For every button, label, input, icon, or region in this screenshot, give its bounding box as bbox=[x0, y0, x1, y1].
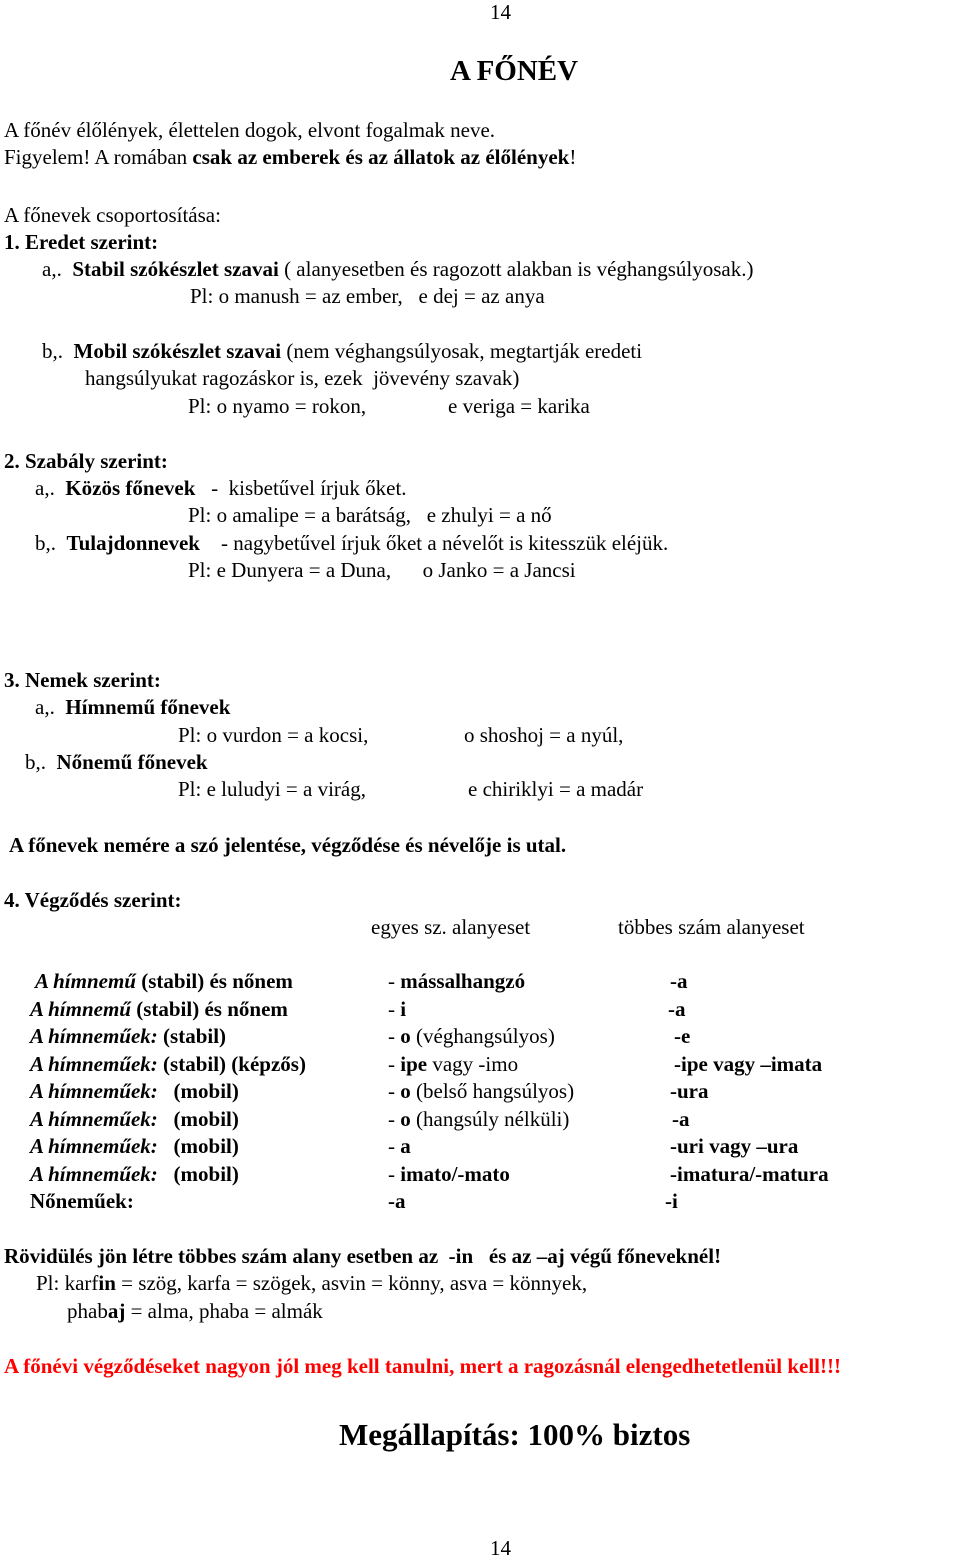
category-gender: A hímneműek: bbox=[30, 1134, 158, 1158]
s1-item-b bbox=[42, 341, 642, 362]
endings-row-category bbox=[30, 996, 288, 1021]
endings-row-plural: -a bbox=[672, 1106, 690, 1131]
s3-b-term: Nőnemű főnevek bbox=[56, 750, 208, 774]
intro-line-1: A főnév élőlények, élettelen dogok, elvont fogalmak neve. bbox=[4, 118, 496, 142]
category-gender: A hímneműek: bbox=[30, 1161, 158, 1186]
intro-line-2-start: Figyelem! A romában bbox=[4, 145, 193, 169]
endings-row-plural: -ipe vagy –imata bbox=[674, 1051, 823, 1076]
s1-b-marker: b,. bbox=[42, 339, 63, 363]
singular-prefix: - bbox=[388, 1161, 401, 1186]
singular-prefix: - bbox=[388, 1106, 401, 1131]
endings-row-singular bbox=[388, 1026, 555, 1047]
endings-row-category bbox=[30, 1136, 239, 1157]
singular-prefix: - bbox=[388, 969, 401, 993]
category-gender: A hímneműek: bbox=[30, 1079, 158, 1103]
s1-b-desc-2: hangsúlyukat ragozáskor is, ezek jövevény szavak) bbox=[85, 366, 520, 390]
page-title: A FŐNÉV bbox=[450, 55, 579, 87]
category-type: (stabil) (képzős) bbox=[157, 1051, 306, 1076]
singular-prefix: - bbox=[388, 1024, 401, 1048]
s2-item-b bbox=[35, 533, 668, 554]
singular-prefix: - bbox=[388, 1051, 401, 1076]
endings-row-category bbox=[30, 1191, 134, 1212]
endings-row-singular bbox=[388, 1161, 510, 1186]
section-1-title: 1. Eredet szerint: bbox=[4, 230, 159, 254]
endings-row-singular bbox=[388, 996, 407, 1021]
gender-note: A főnevek nemére a szó jelentése, végződése és névelője is utal. bbox=[9, 833, 567, 857]
warning-text: A főnévi végződéseket nagyon jól meg kell tanulni, mert a ragozásnál elengedhetetlenül kell!!! bbox=[4, 1354, 841, 1378]
category-type: (stabil) bbox=[157, 1024, 227, 1048]
endings-row-singular bbox=[388, 1136, 411, 1157]
s2-b-term: Tulajdonnevek bbox=[66, 531, 200, 555]
singular-ending: -a bbox=[388, 1189, 406, 1213]
intro-line-2-end: ! bbox=[569, 145, 577, 169]
endings-row-singular bbox=[388, 1191, 406, 1212]
endings-row-plural: -a bbox=[670, 969, 688, 993]
endings-row-category bbox=[35, 971, 293, 992]
singular-ending: imato/-mato bbox=[400, 1161, 510, 1186]
s2-a-marker: a,. bbox=[35, 476, 55, 500]
singular-ending: o bbox=[400, 1079, 411, 1103]
s2-b-marker: b,. bbox=[35, 531, 56, 555]
intro-line-2-bold: csak az emberek és az állatok az élőlények bbox=[192, 145, 570, 169]
groups-heading: A főnevek csoportosítása: bbox=[4, 203, 221, 227]
shortening-example-1 bbox=[36, 1273, 587, 1294]
singular-ending: o bbox=[400, 1106, 411, 1131]
s1-a-desc: ( alanyesetben és ragozott alakban is véghangsúlyosak.) bbox=[278, 257, 754, 281]
singular-ending: mássalhangzó bbox=[400, 969, 526, 993]
singular-note: (belső hangsúlyos) bbox=[410, 1079, 575, 1103]
singular-prefix: - bbox=[388, 996, 401, 1021]
page-number-bottom: 14 bbox=[490, 1536, 511, 1560]
section-3-title: 3. Nemek szerint: bbox=[4, 668, 161, 692]
singular-ending: a bbox=[400, 1134, 411, 1158]
endings-row-category bbox=[30, 1026, 226, 1047]
shortening-ex1-rest: = szög, karfa = szögek, asvin = könny, asva = könnyek, bbox=[115, 1271, 588, 1295]
s2-b-example: Pl: e Dunyera = a Duna, o Janko = a Jancsi bbox=[188, 558, 576, 582]
s1-b-example-1: Pl: o nyamo = rokon, bbox=[188, 394, 367, 418]
s3-item-b bbox=[25, 752, 208, 773]
category-type: (stabil) és nőnem bbox=[130, 996, 288, 1021]
column-header-plural: többes szám alanyeset bbox=[618, 915, 805, 939]
endings-row-singular bbox=[388, 1106, 570, 1131]
category-gender: A hímnemű bbox=[30, 996, 131, 1021]
endings-row-category bbox=[30, 1106, 239, 1131]
s1-b-desc-1: (nem véghangsúlyosak, megtartják eredeti bbox=[281, 339, 643, 363]
category-type: (mobil) bbox=[157, 1161, 239, 1186]
shortening-ex2-rest: = alma, phaba = almák bbox=[125, 1299, 323, 1323]
shortening-ex2-ending: aj bbox=[107, 1299, 126, 1323]
s3-a-example-2: o shoshoj = a nyúl, bbox=[464, 723, 624, 747]
s3-a-term: Hímnemű főnevek bbox=[65, 695, 231, 719]
s3-a-marker: a,. bbox=[35, 695, 55, 719]
category-gender: A hímneműek: bbox=[30, 1024, 158, 1048]
endings-row-category bbox=[30, 1161, 239, 1186]
s2-a-term: Közös főnevek bbox=[65, 476, 196, 500]
singular-ending: i bbox=[400, 996, 407, 1021]
singular-ending: o bbox=[400, 1024, 411, 1048]
endings-row-plural: -e bbox=[674, 1024, 691, 1048]
s1-item-a bbox=[42, 259, 754, 280]
endings-row-singular bbox=[388, 1051, 519, 1076]
s2-b-desc: - nagybetűvel írjuk őket a névelőt is kitesszük eléjük. bbox=[199, 531, 669, 555]
section-2-title: 2. Szabály szerint: bbox=[4, 449, 168, 473]
endings-row-category bbox=[30, 1051, 306, 1076]
singular-note: (hangsúly nélküli) bbox=[410, 1106, 570, 1131]
s3-item-a bbox=[35, 697, 230, 718]
category-type: (stabil) és nőnem bbox=[135, 969, 293, 993]
s3-a-example-1: Pl: o vurdon = a kocsi, bbox=[178, 723, 369, 747]
category-type: Nőneműek: bbox=[30, 1189, 134, 1213]
endings-row-singular bbox=[388, 1081, 574, 1102]
endings-row-plural: -a bbox=[668, 996, 686, 1021]
singular-prefix: - bbox=[388, 1079, 401, 1103]
s1-b-example-2: e veriga = karika bbox=[448, 394, 590, 418]
s3-b-example-1: Pl: e luludyi = a virág, bbox=[178, 777, 366, 801]
s1-a-term: Stabil szókészlet szavai bbox=[72, 257, 279, 281]
shortening-example-2 bbox=[67, 1301, 323, 1322]
category-gender: A hímnemű bbox=[35, 969, 136, 993]
endings-row-plural: -ura bbox=[670, 1079, 709, 1103]
s3-b-example-2: e chiriklyi = a madár bbox=[468, 777, 644, 801]
category-gender: A hímneműek: bbox=[30, 1106, 158, 1131]
endings-row-plural: -i bbox=[665, 1189, 678, 1213]
singular-ending: ipe bbox=[400, 1051, 428, 1076]
intro-line-2 bbox=[4, 147, 576, 168]
s1-a-example: Pl: o manush = az ember, e dej = az anya bbox=[190, 284, 545, 308]
category-type: (mobil) bbox=[157, 1079, 239, 1103]
s2-a-desc: - kisbetűvel írjuk őket. bbox=[195, 476, 407, 500]
s2-item-a bbox=[35, 478, 407, 499]
page-number-top: 14 bbox=[490, 0, 511, 24]
singular-note: vagy -imo bbox=[427, 1051, 519, 1076]
endings-row-singular bbox=[388, 971, 525, 992]
shortening-ex2-start: phab bbox=[67, 1299, 108, 1323]
shortening-rule: Rövidülés jön létre többes szám alany esetben az -in és az –aj végű főneveknél! bbox=[4, 1244, 722, 1268]
category-gender: A hímneműek: bbox=[30, 1051, 158, 1076]
endings-row-plural: -uri vagy –ura bbox=[670, 1134, 799, 1158]
s1-a-marker: a,. bbox=[42, 257, 62, 281]
category-type: (mobil) bbox=[157, 1134, 239, 1158]
column-header-singular: egyes sz. alanyeset bbox=[371, 915, 531, 939]
endings-row-plural: -imatura/-matura bbox=[670, 1161, 829, 1186]
singular-prefix: - bbox=[388, 1134, 401, 1158]
conclusion: Megállapítás: 100% biztos bbox=[339, 1417, 691, 1452]
singular-note: (véghangsúlyos) bbox=[410, 1024, 555, 1048]
s3-b-marker: b,. bbox=[25, 750, 46, 774]
section-4-title: 4. Végződés szerint: bbox=[4, 888, 182, 912]
category-type: (mobil) bbox=[157, 1106, 239, 1131]
s1-b-term: Mobil szókészlet szavai bbox=[73, 339, 282, 363]
shortening-ex1-ending: in bbox=[98, 1271, 116, 1295]
s2-a-example: Pl: o amalipe = a barátság, e zhulyi = a nő bbox=[188, 503, 552, 527]
shortening-ex1-start: Pl: karf bbox=[36, 1271, 99, 1295]
endings-row-category bbox=[30, 1081, 239, 1102]
